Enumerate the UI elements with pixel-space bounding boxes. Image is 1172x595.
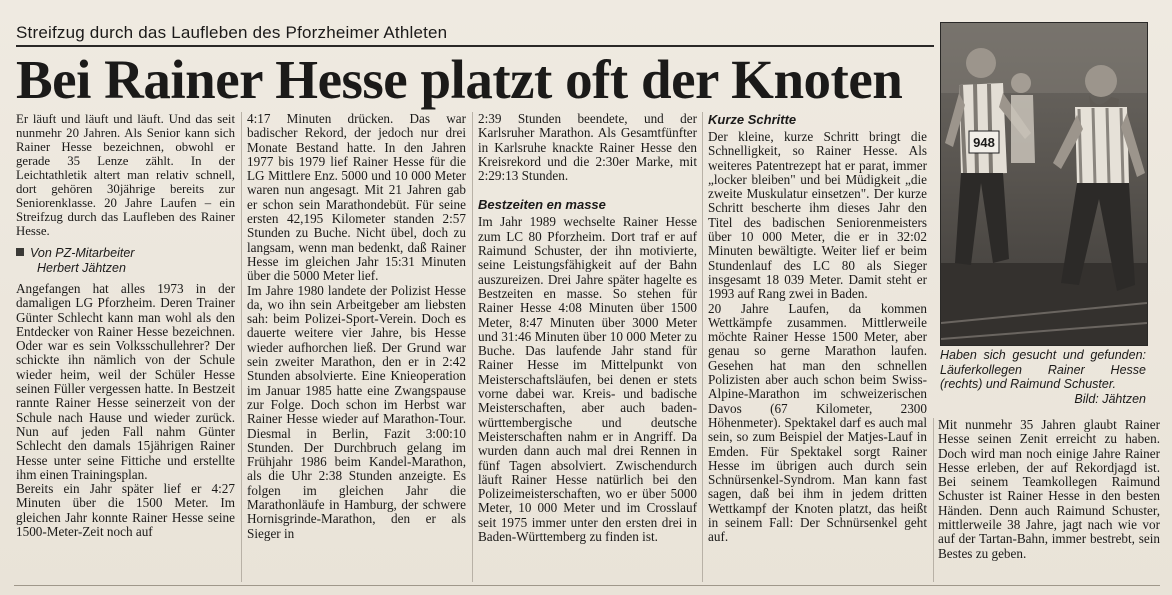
- runners-photo: [940, 22, 1148, 346]
- intro-text: Er läuft und läuft und läuft. Und das seit nunmehr 20 Jahren. Als Senior kann sich Rainer Hesse bezeichnen, obwohl er gerade 35 Lenze zählt. In der Leichtathletik altert man relativ schnell, dort gehören 30jährige bereits zur Seniorenklasse. 20 Jahre Laufen – ein Streifzug durch das Laufleben des Rainer Hesse.: [16, 112, 235, 238]
- column-1: [16, 112, 235, 539]
- paragraph: Angefangen hat alles 1973 in der damaligen LG Pforzheim. Deren Trainer Günter Schlecht kann man wohl als den Entdecker von Rainer Hesse bezeichnen. Oder war es sein Volksschullehrer? Der schickte ihn nämlich von der Schule wieder heim, weil der Schüler Hesse seinen Füller vergessen hatte. In Bestzeit rannte Rainer Hesse seinerzeit von der Schule nach Hause und wieder zurück. Nun auf jeden Fall nahm Günter Schlecht den damals 15jährigen Rainer Hesse unter seine Fittiche und erstellte ihm einen Trainingsplan.: [16, 281, 235, 482]
- column-rule: [933, 418, 934, 582]
- photo-credit: Bild: Jähtzen: [1074, 391, 1146, 406]
- subheading: Kurze Schritte: [708, 112, 797, 127]
- column-rule: [702, 112, 703, 582]
- column-2: [247, 112, 466, 541]
- column-3: [478, 112, 697, 544]
- column-rule: [472, 112, 473, 582]
- kicker-rule: [16, 45, 934, 47]
- square-bullet-icon: [16, 248, 24, 256]
- bib-number: 948: [973, 135, 995, 150]
- photo-caption: [940, 348, 1146, 406]
- headline: Bei Rainer Hesse platzt oft der Knoten: [16, 49, 903, 110]
- paragraph: 20 Jahre Laufen, da kommen Wettkämpfe zusammen. Mittlerweile möchte Rainer Hesse 1500 Meter, aber genau so gerne Marathon laufen. Gesehen hat man den schnellen Polizisten aber auch schon beim Swiss-Alpine-Marathon im schweizerischen Davos (67 Kilometer, 2300 Höhenmeter). Spektakel darf es auch mal sein, so zum Beispiel der Matjes-Lauf in Emden. Für Spektakel sorgt Rainer Hesse im übrigen auch durch sein Schnürsenkel-Syndrom. Man kann fast sagen, daß bei ihm in jedem dritten Wettkampf der Knoten platzt, das heißt in seinem Fall: Der Schnürsenkel geht auf.: [708, 300, 927, 545]
- author-line-1: Von PZ-Mitarbeiter: [30, 246, 135, 260]
- paragraph: Im Jahre 1980 landete der Polizist Hesse da, wo ihn sein Arbeitgeber am liebsten sah: beim Polizei-Sport-Verein. Doch es dauerte weitere vier Jahre, bis Hesse wieder aufhorchen ließ. Der Grund war sein zweiter Marathon, den er in 2:42 Stunden absolvierte. Eine Knieoperation im Januar 1985 hatte eine Zwangspause zur Folge. Doch schon im Herbst war Rainer Hesse wieder auf Marathon-Tour. Diesmal in Berlin, Fazit 3:00:10 Stunden. Der Durchbruch gelang im Frühjahr 1986 beim Kandel-Marathon, als die Uhr 2:38 Stunden anzeigte. Es folgen im gleichen Jahr die Marathonläufe in Hamburg, der schwere Hornisgrinde-Marathon, den er als Sieger in: [247, 282, 466, 541]
- column-rule: [241, 112, 242, 582]
- paragraph: 2:39 Stunden beendete, und der Karlsruher Marathon. Als Gesamtfünfter in Karlsruhe knackte Rainer Hesse den Kreisrekord und die 2:30er Marke, mit 2:29:13 Stunden.: [478, 111, 697, 184]
- caption-text: Haben sich gesucht und gefunden: Läuferkollegen Rainer Hesse (rechts) und Raimund Schuster.: [940, 348, 1146, 391]
- author-byline: [16, 246, 235, 276]
- paragraph: Im Jahr 1989 wechselte Rainer Hesse zum LC 80 Pforzheim. Dort traf er auf Raimund Schuster, der ihn motivierte, seine Leistungsfähigkeit auf der Bahn auszureizen. Drei Jahre später hagelte es Bestzeiten en masse. So stehen für Rainer Hesse 4:08 Minuten über 1500 Meter, 8:47 Minuten über 3000 Meter und 31:46 Minuten über 10 000 Meter zu Buche. Das laufende Jahr stand für Rainer Hesse im Mittelpunkt von Meisterschaftsläufen, bei denen er stets vorne dabei war. Kreis- und badische Meisterschaften, aber auch baden-württembergische und deutsche Meisterschaften nahm er in Angriff. Da wurden dann auch mal drei Rennen in fünf Tagen absolviert. Zwischendurch läuft Rainer Hesse natürlich bei den Polizeimeisterschaften, wo er über 5000 Meter, 10 000 Meter und im Crosslauf seit 1975 immer unter den ersten drei in Baden-Württemberg zu finden ist.: [478, 214, 697, 545]
- author-line-2: Herbert Jähtzen: [37, 261, 126, 275]
- paragraph: Bereits ein Jahr später lief er 4:27 Minuten über die 1500 Meter. Im gleichen Jahr konnte Rainer Hesse seine 1500-Meter-Zeit noch auf: [16, 481, 235, 540]
- column-5: [938, 418, 1160, 561]
- kicker: Streifzug durch das Laufleben des Pforzheimer Athleten: [16, 23, 448, 42]
- paragraph: 4:17 Minuten drücken. Das war badischer Rekord, der jedoch nur drei Monate Bestand hatte. In den Jahren 1977 bis 1979 lief Rainer Hesse für die LG Mittlere Enz. 5000 und 10 000 Meter waren nun angesagt. Mit 21 Jahren gab er schon sein Marathondebüt. Für seine ersten 42,195 Kilometer standen 2:57 Stunden zu Buche. Nicht übel, doch zu langsam, wenn man bedenkt, daß Rainer Hesse im gleichen Jahr 15:31 Minuten über die 5000 Meter lief.: [247, 111, 466, 284]
- subheading: Bestzeiten en masse: [478, 197, 606, 213]
- runners-image: [941, 23, 1147, 345]
- paragraph: Mit nunmehr 35 Jahren glaubt Rainer Hesse seinen Zenit erreicht zu haben. Doch wird man noch einige Jahre Rainer Hesse erleben, der auf Rekordjagd ist. Bei seinem Teamkollegen Raimund Schuster ist Rainer Hesse in den besten Händen. Denn auch Raimund Schuster, mittlerweile 38 Jahre, jagt nach wie vor auf der Tartan-Bahn, immer bestrebt, sein Bestes zu geben.: [938, 417, 1160, 561]
- column-4: [708, 112, 927, 545]
- paragraph: Der kleine, kurze Schritt bringt die Schnelligkeit, so Rainer Hesse. Als weiteres Patentrezept hat er parat, immer „locker bleiben" und bei Müdigkeit „die zweite Muskulatur einsetzen". Der kurze Schritt bescherte ihm dieses Jahr den Titel des badischen Seniorenmeisters über 10 000 Meter, die er in 32:02 Minuten bewältigte. Weiter lief er beim Stundenlauf des LC 80 als Sieger insgesamt 18 039 Meter. Damit steht er 1993 auf Rang zwei in Baden.: [708, 129, 927, 302]
- bottom-rule: [14, 585, 1160, 586]
